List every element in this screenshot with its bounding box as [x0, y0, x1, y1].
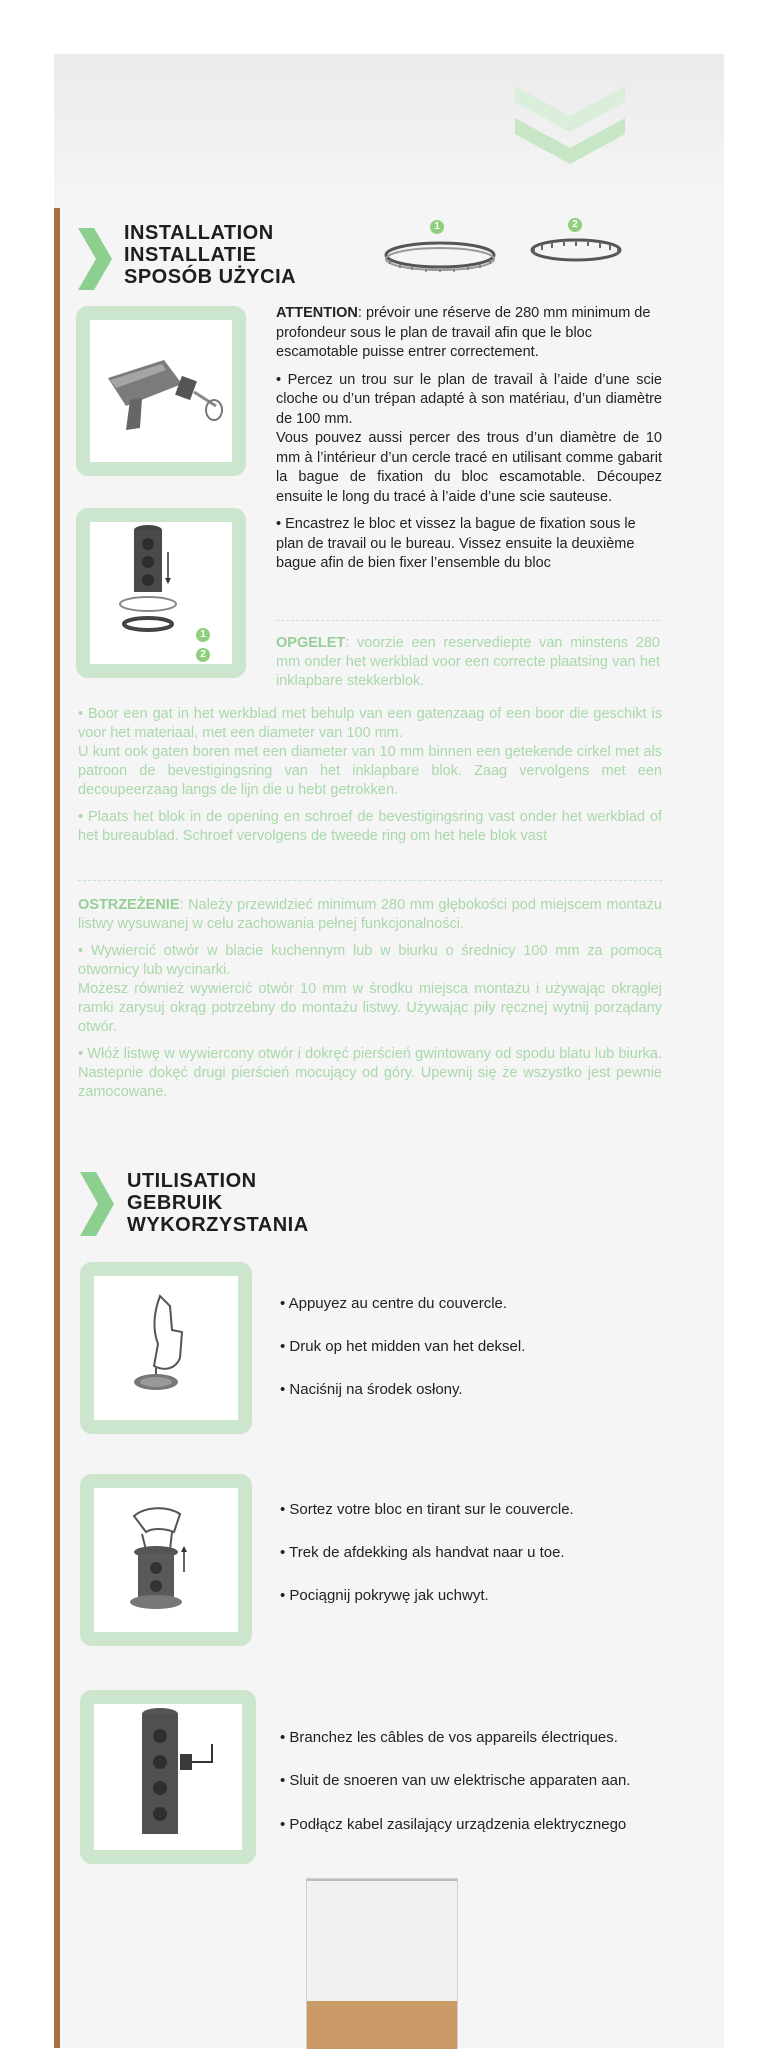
- ring-icon: [382, 228, 498, 272]
- pull-illustration-frame: [80, 1474, 252, 1646]
- drill-icon: [90, 320, 232, 462]
- title-nl: INSTALLATIE: [124, 244, 257, 266]
- usage-3-nl: • Sluit de snoeren van uw elektrische apparaten aan.: [280, 1772, 631, 1789]
- installation-nl-text: [78, 705, 662, 854]
- box-tab-flap: [306, 1878, 458, 2049]
- step-badge-2: 2: [196, 648, 210, 662]
- nl-holes: U kunt ook gaten boren met een diameter van 10 mm binnen een getekende cirkel met als patroon de bevestigingsring van het inklapbare blok. Zaag vervolgens met een decoupeerzaag langs de lijn die u hebt getrokken.: [78, 744, 662, 798]
- usage-title-pl: WYKORZYSTANIA: [127, 1214, 309, 1236]
- pl-insert: • Włóż listwę w wywiercony otwór i dokręć pierścień gwintowany od spodu blatu lub biurka. Nastepnie dokęć drugi pierścień mocujący od góry. Upewnij się że wszystko jest pewnie zamocowane.: [78, 1046, 662, 1100]
- nl-insert: • Plaats het blok in de opening en schroef de bevestigingsring vast onder het werkblad of het bureaublad. Schroef vervolgens de tweede ring om het hele blok vast: [78, 809, 662, 844]
- flap-cut-line: [307, 1879, 457, 1881]
- pl-drill: • Wywiercić otwór w blacie kuchennym lub w biurku o średnicy 100 mm za pomocą otwornicy lub wycinarki.: [78, 943, 662, 978]
- ring-label-2: 2: [568, 218, 582, 232]
- installation-pl-text: [78, 896, 662, 1110]
- usage-2-pl: • Pociągnij pokrywę jak uchwyt.: [280, 1587, 489, 1604]
- title-pl: SPOSÓB UŻYCIA: [124, 266, 297, 288]
- usage-3-pl: • Podłącz kabel zasilający urządzenia elektrycznego: [280, 1816, 627, 1833]
- cardboard-bottom: [307, 2001, 457, 2049]
- hand-press-icon: [94, 1276, 238, 1420]
- ostrzezenie-label: OSTRZEŻENIE: [78, 897, 180, 913]
- divider: [78, 880, 662, 881]
- chevron-right-icon: [78, 228, 112, 290]
- fr-insert: • Encastrez le bloc et vissez la bague de fixation sous le plan de travail ou le bureau. Vissez ensuite la deuxième bague afin de bien fixer l’ensemble du bloc: [276, 516, 636, 571]
- usage-2-fr: • Sortez votre bloc en tirant sur le couvercle.: [280, 1501, 574, 1518]
- installation-nl-intro: [276, 634, 660, 699]
- pl-holes: Możesz również wywiercić otwór 10 mm w środku miejsca montażu i używając okrągłej ramki zarysuj okrąg potrzebny do montażu listwy. Używając piły ręcznej wytnij porządany otwór.: [78, 981, 662, 1035]
- usage-1-pl: • Naciśnij na środek osłony.: [280, 1381, 463, 1398]
- usage-3-fr: • Branchez les câbles de vos appareils électriques.: [280, 1729, 618, 1746]
- cardboard-edge: [54, 208, 60, 2048]
- hand-pull-icon: [94, 1488, 238, 1632]
- chevron-right-icon: [80, 1172, 114, 1236]
- attention-text: : prévoir une réserve de 280 mm minimum de profondeur sous le plan de travail afin que le bloc escamotable puisse entrer correctement.: [276, 305, 651, 360]
- plug-icon: [94, 1704, 242, 1850]
- ring-label-1: 1: [430, 220, 444, 234]
- plug-illustration-frame: [80, 1690, 256, 1864]
- divider: [276, 620, 660, 621]
- fr-holes: Vous pouvez aussi percer des trous d’un diamètre de 10 mm à l’intérieur d’un cercle tracé en utilisant comme gabarit la bague de fixation du bloc escamotable. Découpez ensuite le long du tracé à l’aide d’une scie sauteuse.: [276, 430, 662, 505]
- opgelet-label: OPGELET: [276, 635, 346, 651]
- usage-1-nl: • Druk op het midden van het deksel.: [280, 1338, 526, 1355]
- usage-titles: [127, 1170, 309, 1236]
- fr-drill: • Percez un trou sur le plan de travail à l’aide d’une scie cloche ou d’un trépan adapté à son matériau, d’un diamètre de 100 mm.: [276, 371, 662, 427]
- step-badge-1: 1: [196, 628, 210, 642]
- chevron-down-icon: [515, 80, 625, 170]
- ring-icon: [528, 228, 624, 266]
- opgelet-text: : voorzie een reservediepte van minstens 280 mm onder het werkblad voor een correcte plaatsing van het inklapbare stekkerblok.: [276, 635, 660, 689]
- drill-illustration-frame: [76, 306, 246, 476]
- usage-title-fr: UTILISATION: [127, 1170, 257, 1192]
- usage-2-nl: • Trek de afdekking als handvat naar u toe.: [280, 1544, 565, 1561]
- tower-socket-icon: [90, 522, 232, 664]
- press-illustration-frame: [80, 1262, 252, 1434]
- ostrzezenie-text: : Należy przewidzieć minimum 280 mm głębokości pod miejscem montażu listwy wysuwanej w celu zachowania pełnej funkcjonalności.: [78, 897, 662, 932]
- title-fr: INSTALLATION: [124, 222, 274, 244]
- nl-drill: • Boor een gat in het werkblad met behulp van een gatenzaag of een boor die geschikt is voor het materiaal, met een diameter van 100 mm.: [78, 706, 662, 741]
- usage-title-nl: GEBRUIK: [127, 1192, 223, 1214]
- attention-label: ATTENTION: [276, 305, 358, 321]
- insert-illustration-frame: [76, 508, 246, 678]
- usage-1-fr: • Appuyez au centre du couvercle.: [280, 1295, 508, 1312]
- installation-titles: [124, 222, 296, 288]
- installation-fr-text: [276, 304, 662, 582]
